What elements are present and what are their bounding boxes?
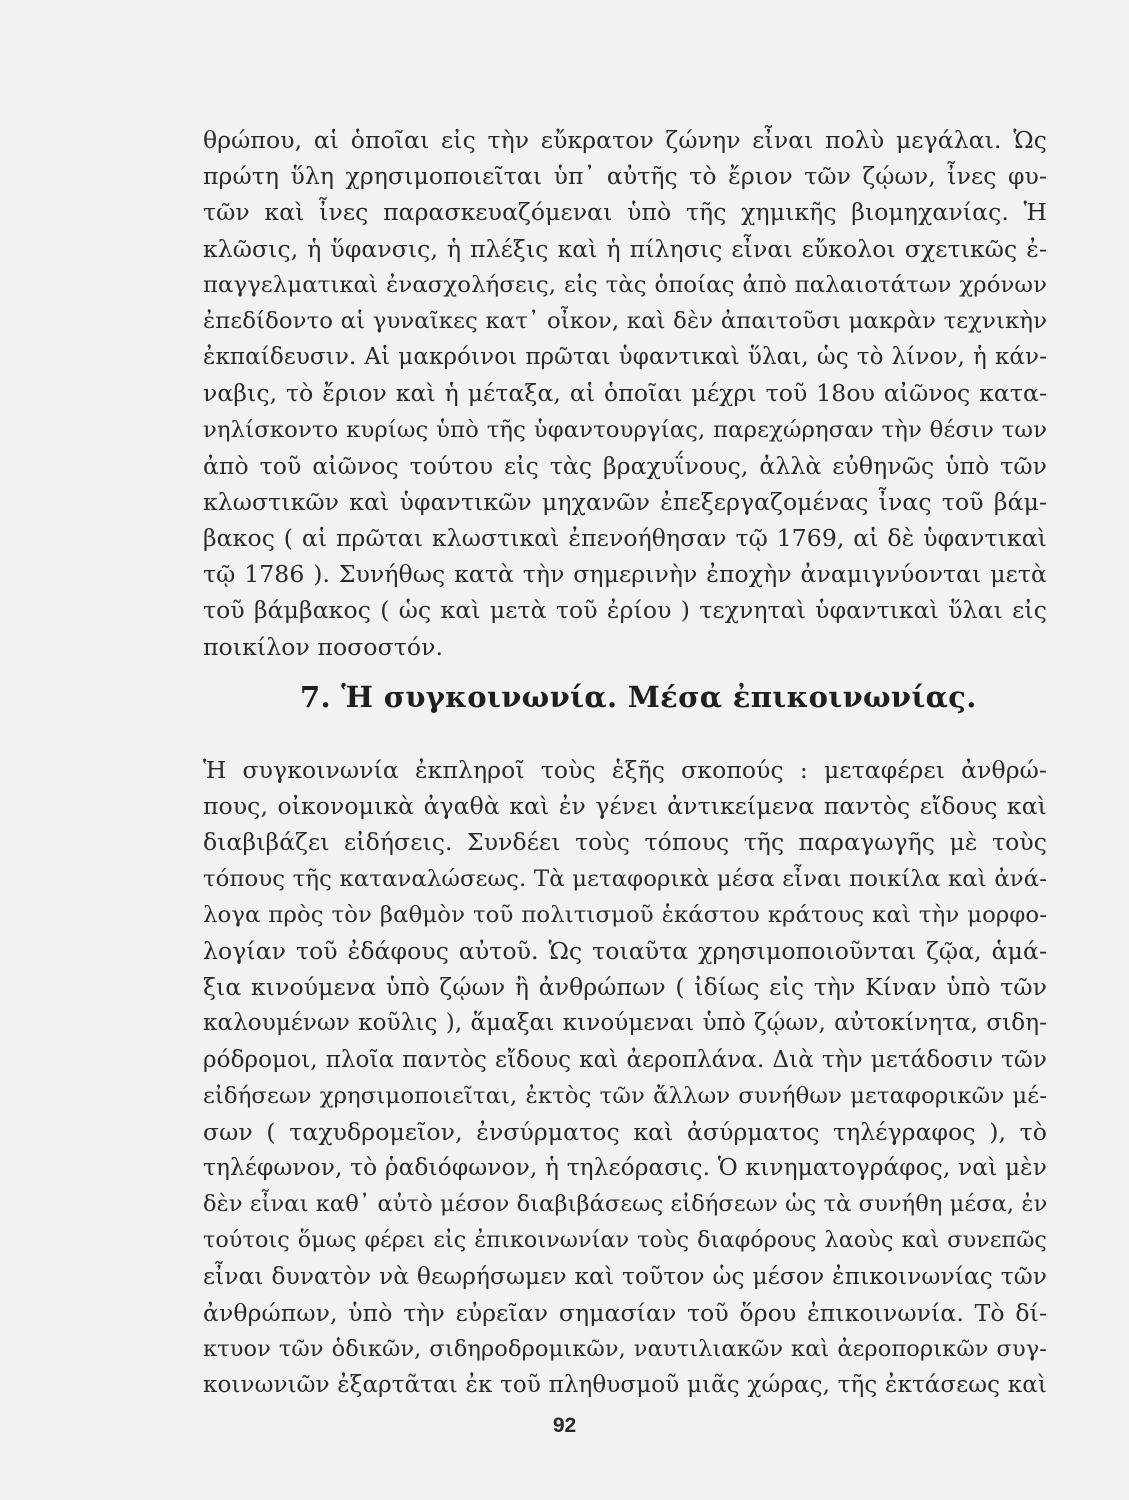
text-line: ρόδρομοι, πλοῖα παντὸς εἴδους καὶ ἀεροπλάνα. Διὰ τὴν μετάδοσιν τῶν	[203, 1046, 1047, 1073]
text-line: Ἡ συγκοινωνία ἐκπληροῖ τοὺς ἑξῆς σκοπούς : μεταφέρει ἀνθρώ-	[203, 756, 1047, 784]
text-line: τῷ 1786 ). Συνήθως κατὰ τὴν σημερινὴν ἐποχὴν ἀναμιγνύονται μετὰ	[203, 560, 1047, 589]
text-line: ναβις, τὸ ἔριον καὶ ἡ μέταξα, αἱ ὁποῖαι μέχρι τοῦ 18ου αἰῶνος κατα-	[203, 379, 1047, 408]
text-line: ἀνθρώπων, ὑπὸ τὴν εὐρεῖαν σημασίαν τοῦ ὅρου ἐπικοινωνία. Τὸ δί-	[203, 1298, 1047, 1327]
text-line: τόπους τῆς καταναλώσεως. Τὰ μεταφορικὰ μέσα εἶναι ποικίλα καὶ ἀνά-	[203, 865, 1047, 892]
text-line: καλουμένων κοῦλις ), ἅμαξαι κινούμεναι ὑπὸ ζῴων, αὐτοκίνητα, σιδη-	[203, 1010, 1047, 1037]
section-heading: 7. Ἡ συγκοινωνία. Μέσα ἐπικοινωνίας.	[300, 680, 977, 714]
text-line: ἐκπαίδευσιν. Αἱ μακρόινοι πρῶται ὑφαντικαὶ ὕλαι, ὡς τὸ λίνον, ἡ κάν-	[203, 344, 1047, 371]
text-line: κλωστικῶν καὶ ὑφαντικῶν μηχανῶν ἐπεξεργαζομένας ἶνας τοῦ βάμ-	[203, 487, 1047, 516]
text-line: σων ( ταχυδρομεῖον, ἐνσύρματος καὶ ἀσύρματος τηλέγραφος ), τὸ	[203, 1117, 1047, 1146]
text-line: δὲν εἶναι καθ᾽ αὐτὸ μέσον διαβιβάσεως εἰδήσεων ὡς τὰ συνήθη μέσα, ἐν	[203, 1191, 1048, 1218]
text-line: βακος ( αἱ πρῶται κλωστικαὶ ἐπενοήθησαν τῷ 1769, αἱ δὲ ὑφαντικαὶ	[203, 524, 1047, 553]
text-line: εἶναι δυνατὸν νὰ θεωρήσωμεν καὶ τοῦτον ὡς μέσον ἐπικοινωνίας τῶν	[203, 1262, 1047, 1290]
text-line: πρώτη ὕλη χρησιμοποιεῖται ὑπ᾽ αὐτῆς τὸ ἔριον τῶν ζῴων, ἶνες φυ-	[203, 162, 1047, 191]
text-line: ἀπὸ τοῦ αἰῶνος τούτου εἰς τὰς βραχυΐνους, ἀλλὰ εὐθηνῶς ὑπὸ τῶν	[203, 451, 1047, 480]
text-line: θρώπου, αἱ ὁποῖαι εἰς τὴν εὔκρατον ζώνην εἶναι πολὺ μεγάλαι. Ὡς	[203, 126, 1047, 154]
text-line: τοῦ βάμβακος ( ὡς καὶ μετὰ τοῦ ἐρίου ) τεχνηταὶ ὑφαντικαὶ ὕλαι εἰς	[203, 596, 1047, 625]
text-line: παγγελματικαὶ ἐνασχολήσεις, εἰς τὰς ὁποίας ἀπὸ παλαιοτάτων χρόνων	[203, 271, 1047, 298]
text-line: λογίαν τοῦ ἐδάφους αὐτοῦ. Ὡς τοιαῦτα χρησιμοποιοῦνται ζῷα, ἁμά-	[203, 936, 1047, 965]
text-line: κλῶσις, ἡ ὕφανσις, ἡ πλέξις καὶ ἡ πίλησις εἶναι εὔκολοι σχετικῶς ἐ-	[203, 234, 1047, 263]
text-line: κοινωνιῶν ἐξαρτᾶται ἐκ τοῦ πληθυσμοῦ μιᾶς χώρας, τῆς ἐκτάσεως καὶ	[203, 1372, 1047, 1399]
text-line: ποικίλον ποσοστόν.	[203, 632, 444, 661]
text-line: ἐπεδίδοντο αἱ γυναῖκες κατ᾽ οἶκον, καὶ δὲν ἀπαιτοῦσι μακρὰν τεχνικὴν	[203, 307, 1047, 334]
text-line: εἰδήσεων χρησιμοποιεῖται, ἐκτὸς τῶν ἄλλων συνήθων μεταφορικῶν μέ-	[203, 1082, 1047, 1109]
text-line: λογα πρὸς τὸν βαθμὸν τοῦ πολιτισμοῦ ἑκάστου κράτους καὶ τὴν μορφο-	[203, 901, 1047, 928]
text-line: πους, οἰκονομικὰ ἀγαθὰ καὶ ἐν γένει ἀντικείμενα παντὸς εἴδους καὶ	[203, 792, 1047, 821]
text-line: τούτοις ὅμως φέρει εἰς ἐπικοινωνίαν τοὺς διαφόρους λαοὺς καὶ συνεπῶς	[203, 1227, 1047, 1254]
paragraph-textiles	[203, 122, 1047, 665]
text-line: τηλέφωνον, τὸ ῥαδιόφωνον, ἡ τηλεόρασις. Ὁ κινηματογράφος, ναὶ μὲν	[203, 1154, 1047, 1182]
page-number: 92	[552, 1414, 577, 1437]
text-line: τῶν καὶ ἶνες παρασκευαζόμεναι ὑπὸ τῆς χημικῆς βιομηχανίας. Ἡ	[203, 198, 1047, 227]
text-line: νηλίσκοντο κυρίως ὑπὸ τῆς ὑφαντουργίας, παρεχώρησαν τὴν θέσιν των	[203, 416, 1047, 443]
text-line: διαβιβάζει εἰδήσεις. Συνδέει τοὺς τόπους τῆς παραγωγῆς μὲ τοὺς	[203, 828, 1047, 857]
text-line: κτυον τῶν ὁδικῶν, σιδηροδρομικῶν, ναυτιλιακῶν καὶ ἀεροπορικῶν συγ-	[203, 1336, 1047, 1362]
paragraph-communication	[203, 752, 1047, 1403]
text-line: ξια κινούμενα ὑπὸ ζῴων ἢ ἀνθρώπων ( ἰδίως εἰς τὴν Κίναν ὑπὸ τῶν	[203, 973, 1047, 1002]
